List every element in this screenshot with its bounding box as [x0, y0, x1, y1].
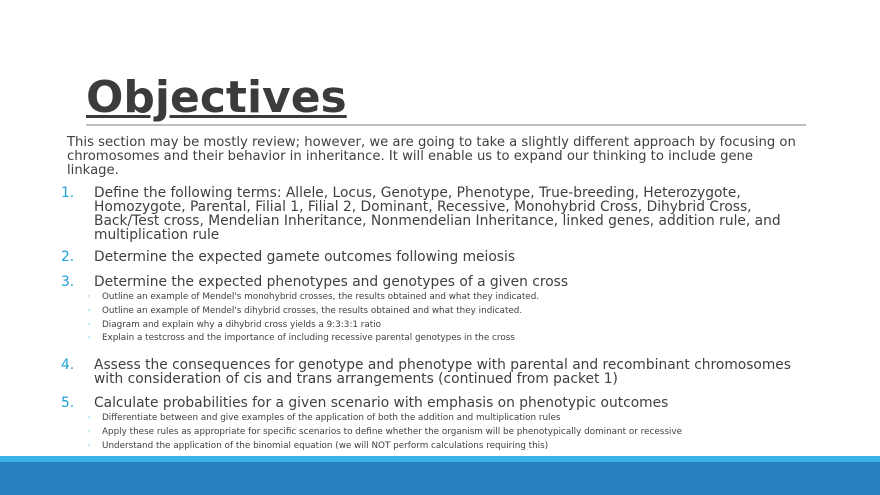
- sub-item-text: Apply these rules as appropriate for specific scenarios to define whether the organism will be phenotypically dominant or recessive: [102, 426, 682, 437]
- title-divider: [86, 124, 806, 126]
- footer-bar: [0, 462, 880, 495]
- sub-item-text: Diagram and explain why a dihybrid cross yields a 9:3:3:1 ratio: [102, 319, 382, 330]
- sub-item-text: Differentiate between and give examples of the application of both the addition and multiplication rules: [102, 413, 561, 424]
- objective-number: 2.: [61, 249, 75, 265]
- sub-item: [87, 305, 794, 319]
- objective-text: Calculate probabilities for a given scenario with emphasis on phenotypic outcomes: [94, 395, 669, 412]
- objective-item: [0, 358, 794, 386]
- circle-bullet-icon: ◦: [87, 334, 92, 343]
- sub-item: [87, 412, 794, 426]
- sub-item: [87, 291, 794, 305]
- objective-item: [0, 250, 794, 264]
- objective-item: [0, 186, 794, 242]
- circle-bullet-icon: ◦: [87, 293, 92, 301]
- sub-item-text: Understand the application of the binomial equation (we will NOT perform calculations requiring this): [102, 440, 549, 451]
- objective-item: [0, 396, 794, 453]
- intro-paragraph: This section may be mostly review; however, we are going to take a slightly different approach by focusing on chromosomes and their behavior in inheritance. It will enable us to expand our thinking to include gene linkage.: [67, 135, 796, 178]
- circle-bullet-icon: ◦: [87, 320, 92, 329]
- sub-item: [87, 319, 794, 333]
- sub-item: [87, 426, 794, 440]
- circle-bullet-icon: ◦: [87, 306, 92, 315]
- objective-number: 3.: [61, 274, 75, 290]
- circle-bullet-icon: ◦: [87, 427, 92, 436]
- sub-item: [87, 332, 794, 346]
- sub-item-text: Outline an example of Mendel's monohybrid crosses, the results obtained and what they indicated.: [102, 292, 540, 302]
- slide-title: Objectives: [86, 72, 347, 123]
- objective-text: Assess the consequences for genotype and phenotype with parental and recombinant chromosomes with consideration of cis and trans arrangements (continued from packet 1): [94, 357, 791, 388]
- objective-number: 4.: [61, 357, 75, 374]
- sub-list: [87, 291, 794, 346]
- circle-bullet-icon: ◦: [87, 414, 92, 423]
- objective-number: 5.: [61, 395, 75, 412]
- objective-text: Determine the expected phenotypes and genotypes of a given cross: [94, 274, 569, 290]
- objective-text: Define the following terms: Allele, Locus, Genotype, Phenotype, True-breeding, Heterozygote, Homozygote, Parental, Filial 1, Filial 2, Dominant, Recessive, Monohybrid Cross, Dihybrid Cross, Back/Test cross, Mendelian Inheritance, Nonmendelian Inheritance, linked genes, addition rule, and multiplication rule: [94, 185, 781, 243]
- sub-item: [87, 440, 794, 454]
- objective-item: [0, 275, 794, 346]
- sub-item-text: Outline an example of Mendel's dihybrid crosses, the results obtained and what they indicated.: [102, 305, 523, 316]
- circle-bullet-icon: ◦: [87, 441, 92, 450]
- sub-item-text: Explain a testcross and the importance of including recessive parental genotypes in the cross: [102, 333, 515, 344]
- objective-number: 1.: [61, 185, 75, 201]
- objective-text: Determine the expected gamete outcomes following meiosis: [94, 249, 516, 265]
- objectives-list: [0, 186, 880, 454]
- sub-list: [87, 412, 794, 453]
